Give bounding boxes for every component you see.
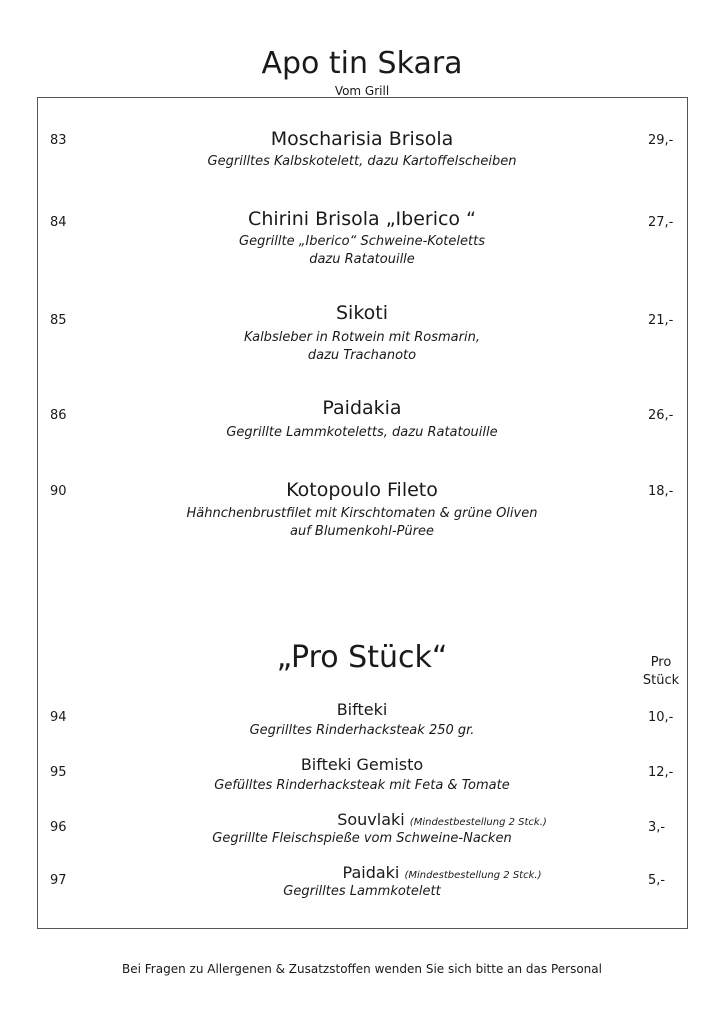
- item-description: Gegrilltes Lammkotelett: [283, 884, 441, 899]
- item-price: 18,-: [648, 484, 674, 499]
- item-description: Gegrilltes Kalbskotelett, dazu Kartoffelscheiben: [207, 154, 517, 169]
- item-number: 84: [50, 215, 67, 230]
- item-number: 86: [50, 408, 67, 423]
- item-name-text: Bifteki: [336, 700, 388, 719]
- column-header-line1: Pro: [650, 655, 672, 670]
- page-subtitle: Vom Grill: [334, 84, 390, 98]
- item-name: [0, 755, 724, 774]
- item-description-line2: auf Blumenkohl-Püree: [289, 524, 435, 539]
- item-price: 29,-: [648, 133, 674, 148]
- item-description-line2: dazu Trachanoto: [307, 348, 417, 363]
- item-price: 5,-: [648, 873, 666, 888]
- item-name: [80, 863, 724, 882]
- section-title: „Pro Stück“: [276, 640, 448, 675]
- item-description: Gegrilltes Rinderhacksteak 250 gr.: [249, 723, 475, 738]
- footer-note: Bei Fragen zu Allergenen & Zusatzstoffen wenden Sie sich bitte an das Personal: [122, 962, 602, 976]
- item-price: 27,-: [648, 215, 674, 230]
- item-number: 85: [50, 313, 67, 328]
- column-header-line2: Stück: [642, 673, 680, 688]
- item-name: Moscharisia Brisola: [270, 128, 454, 150]
- item-description: Hähnchenbrustfilet mit Kirschtomaten & grüne Oliven: [186, 506, 538, 521]
- item-name: Kotopoulo Fileto: [286, 479, 438, 501]
- item-number: 94: [50, 710, 67, 725]
- item-note: (Mindestbestellung 2 Stck.): [404, 870, 542, 881]
- item-number: 96: [50, 820, 67, 835]
- item-number: 90: [50, 484, 67, 499]
- item-name-text: Paidaki: [342, 863, 400, 882]
- item-description: Gefülltes Rinderhacksteak mit Feta & Tomate: [214, 778, 510, 793]
- item-price: 21,-: [648, 313, 674, 328]
- item-name-text: Souvlaki: [337, 810, 405, 829]
- item-name: [80, 810, 724, 829]
- item-note: (Mindestbestellung 2 Stck.): [409, 817, 547, 828]
- item-name: [0, 700, 724, 719]
- item-description: Kalbsleber in Rotwein mit Rosmarin,: [244, 330, 480, 345]
- item-price: 12,-: [648, 765, 674, 780]
- item-name: Chirini Brisola „Iberico “: [248, 208, 476, 230]
- item-description-line2: dazu Ratatouille: [309, 252, 415, 267]
- page-title: Apo tin Skara: [261, 46, 463, 81]
- item-number: 83: [50, 133, 67, 148]
- item-name: Sikoti: [335, 302, 389, 324]
- item-price: 10,-: [648, 710, 674, 725]
- item-price: 3,-: [648, 820, 666, 835]
- item-price: 26,-: [648, 408, 674, 423]
- item-number: 95: [50, 765, 67, 780]
- item-description: Gegrillte „Iberico“ Schweine-Koteletts: [239, 234, 485, 249]
- item-name-text: Bifteki Gemisto: [300, 755, 424, 774]
- item-name: Paidakia: [322, 397, 402, 419]
- item-description: Gegrillte Fleischspieße vom Schweine-Nacken: [212, 831, 512, 846]
- item-description: Gegrillte Lammkoteletts, dazu Ratatouille: [226, 425, 498, 440]
- item-number: 97: [50, 873, 67, 888]
- column-header: [636, 654, 686, 690]
